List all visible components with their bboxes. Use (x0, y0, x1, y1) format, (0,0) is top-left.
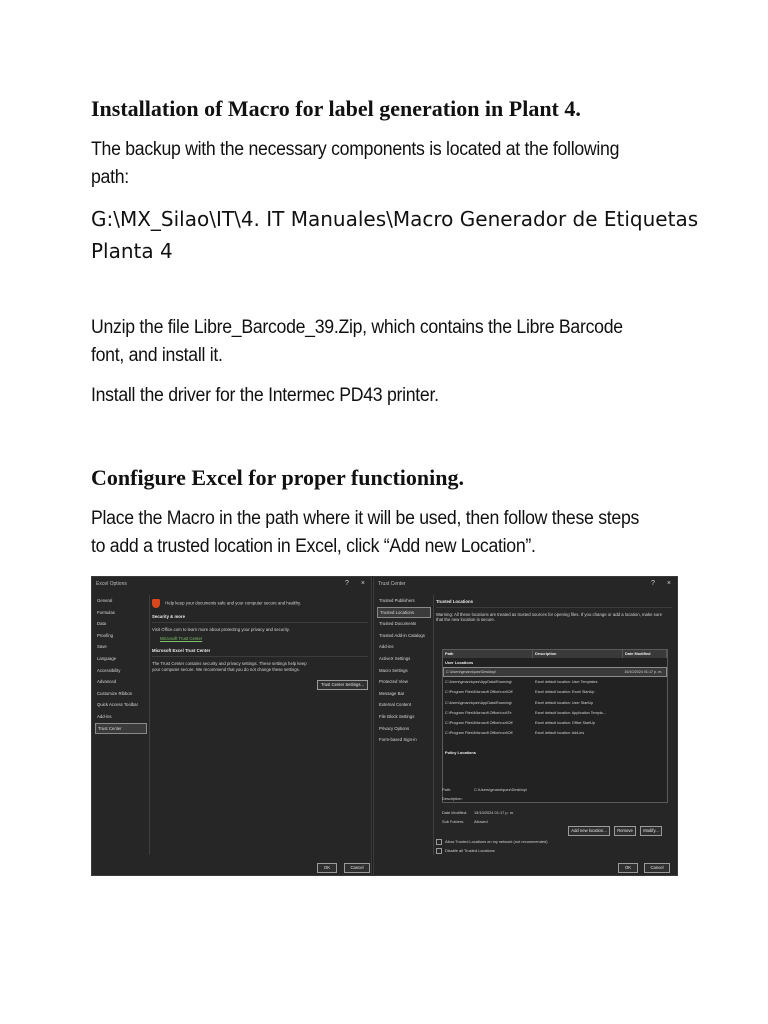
detail-path-label: Path: (442, 787, 452, 792)
nav-item-activex-settings[interactable]: ActiveX Settings (379, 655, 411, 661)
nav-item-file-block-settings[interactable]: File Block Settings (379, 713, 415, 719)
column-date-modified[interactable]: Date Modified (623, 650, 667, 658)
cell-date (623, 677, 667, 687)
nav-item-customize-ribbon[interactable]: Customize Ribbon (97, 690, 133, 696)
cell-path: C:\Users\gmanriquez\AppData\Roaming\ (445, 700, 512, 705)
allow-network-option[interactable] (436, 839, 548, 845)
nav-item-formulas[interactable]: Formulas (97, 609, 115, 615)
nav-item-advanced[interactable]: Advanced (97, 679, 117, 685)
cell-description: Excel default location: Excel StartUp (535, 690, 595, 695)
cell-path: C:\Program Files\Microsoft Office\root\Te (445, 710, 512, 715)
column-description[interactable]: Description (533, 650, 623, 658)
nav-item-language[interactable]: Language (97, 655, 117, 661)
nav-item-accessibility[interactable]: Accessibility (97, 667, 121, 673)
detail-date-label: Date Modified: (442, 810, 468, 815)
trusted-locations-title: Trusted Locations (436, 599, 474, 604)
detail-description-label: Description: (442, 796, 463, 801)
allow-network-checkbox[interactable] (436, 839, 442, 845)
user-locations-label: User Locations (445, 660, 474, 665)
nav-divider (149, 595, 150, 855)
nav-item-trusted-publishers[interactable]: Trusted Publishers (379, 598, 415, 603)
nav-item-macro-settings[interactable]: Macro Settings (379, 667, 408, 673)
trust-center-panel (152, 595, 368, 673)
shield-icon (152, 599, 160, 608)
table-rows (443, 667, 667, 738)
table-row[interactable] (443, 667, 667, 677)
add-new-location-button[interactable]: Add new location... (568, 826, 610, 836)
disable-all-checkbox[interactable] (436, 848, 442, 854)
trust-center-nav (377, 595, 431, 746)
excel-options-nav (95, 595, 147, 734)
nav-divider (433, 595, 434, 855)
microsoft-trust-center-link[interactable]: Microsoft Trust Center (160, 636, 203, 641)
nav-item-message-bar[interactable]: Message Bar (379, 690, 405, 696)
cell-path: C:\Users\gmanriquez\AppData\Roaming\ (445, 680, 512, 685)
cell-description: Excel default location: Add-ins (535, 731, 585, 736)
disable-all-label: Disable all Trusted Locations (445, 848, 495, 854)
policy-locations-label: Policy Locations (445, 750, 476, 756)
trust-center-titlebar (374, 577, 677, 591)
help-button[interactable]: ? (345, 580, 349, 587)
cell-path: C:\Program Files\Microsoft Office\root\Off (445, 690, 513, 695)
nav-item-add-ins[interactable]: Add-ins (97, 713, 112, 719)
nav-item-general[interactable]: General (97, 598, 113, 603)
close-icon[interactable]: × (666, 580, 671, 587)
cell-date (623, 728, 667, 738)
table-row[interactable] (443, 677, 667, 687)
heading-install-macro: Installation of Macro for label generation in Plant 4. (91, 96, 581, 121)
table-row[interactable] (443, 687, 667, 697)
remove-button[interactable]: Remove (614, 826, 636, 836)
paragraph-unzip-font: Unzip the file Libre_Barcode_39.Zip, which contains the Libre Barcode font, and install it. (91, 317, 623, 366)
heading-configure-excel: Configure Excel for proper functioning. (91, 465, 464, 490)
help-button[interactable]: ? (651, 580, 655, 587)
cell-date (623, 708, 667, 718)
table-row[interactable] (443, 728, 667, 738)
cell-date (623, 718, 667, 728)
nav-item-protected-view[interactable]: Protected View (379, 679, 408, 685)
paragraph-backup-path: The backup with the necessary components is located at the following path: (91, 139, 620, 188)
detail-subfolders-value: Allowed (474, 819, 488, 824)
tc-text: The Trust Center contains security and privacy settings. These settings help keep your computer secure. We recommend that you do not change these settings. (152, 661, 307, 672)
detail-path-value: C:\Users\gmanriquez\Desktop\ (474, 787, 527, 792)
nav-item-add-ins[interactable]: Add-ins (379, 644, 394, 650)
table-row[interactable] (443, 698, 667, 708)
nav-item-proofing[interactable]: Proofing (97, 632, 114, 638)
paragraph-install-driver: Install the driver for the Intermec PD43 printer. (91, 385, 439, 406)
cell-description: Excel default location: Office StartUp (535, 720, 595, 725)
paragraph-trusted-location: Place the Macro in the path where it will be used, then follow these steps to add a trusted location in Excel, click “Add new Location”. (91, 508, 640, 557)
cell-date: 15/10/2024 01:17 p. m. (624, 670, 663, 674)
trusted-locations-table (442, 649, 668, 803)
nav-item-external-content[interactable]: External Content (379, 702, 412, 708)
nav-item-form-based-sign-in[interactable]: Form-based Sign-in (379, 737, 417, 743)
nav-item-trust-center[interactable]: Trust Center (95, 723, 147, 735)
cell-description: Excel default location: User Templates (535, 680, 598, 685)
cell-description (533, 668, 622, 676)
tc-heading: Microsoft Excel Trust Center (152, 648, 211, 653)
nav-item-trusted-locations[interactable]: Trusted Locations (377, 607, 431, 619)
cell-path: C:\Program Files\Microsoft Office\root\Off (445, 731, 513, 736)
cell-description: Excel default location: User StartUp (535, 700, 594, 705)
nav-item-data[interactable]: Data (97, 621, 107, 627)
trust-center-dialog (373, 576, 678, 876)
detail-subfolders-label: Sub Folders: (442, 819, 465, 824)
cancel-button[interactable]: Cancel (644, 863, 670, 873)
table-row[interactable] (443, 708, 667, 718)
cell-date (623, 698, 667, 708)
security-heading: Security & more (152, 614, 185, 619)
column-path[interactable]: Path (443, 650, 533, 658)
trust-intro-text: Help keep your documents safe and your computer secure and healthy. (165, 600, 302, 606)
cell-path: C:\Users\gmanriquez\Desktop\ (446, 670, 497, 674)
allow-network-label: Allow Trusted Locations on my network (not recommended) (445, 839, 548, 845)
excel-options-title: Excel Options (96, 581, 127, 587)
cell-description: Excel default location: Application Templa... (535, 710, 606, 715)
table-header (443, 650, 667, 658)
table-row[interactable] (443, 718, 667, 728)
excel-options-dialog (91, 576, 372, 876)
trust-center-title: Trust Center (378, 581, 406, 587)
trust-center-settings-button[interactable]: Trust Center Settings... (317, 680, 368, 690)
ok-button[interactable]: OK (618, 863, 638, 873)
ok-button[interactable]: OK (317, 863, 337, 873)
trusted-locations-panel (436, 595, 672, 756)
excel-options-titlebar (92, 577, 371, 591)
trusted-warning-text: Warning: All these locations are treated as trusted sources for opening files. If you change or add a location, make sure that the new location is secure. (436, 612, 663, 622)
close-icon[interactable]: × (360, 580, 365, 587)
nav-item-save[interactable]: Save (97, 644, 107, 650)
cell-path: C:\Program Files\Microsoft Office\root\Off (445, 720, 513, 725)
security-text: Visit Office.com to learn more about protecting your privacy and security. (152, 627, 290, 632)
modify-button[interactable]: Modify... (640, 826, 662, 836)
excel-trust-center-screenshot (91, 576, 678, 876)
disable-all-option[interactable] (436, 848, 495, 854)
detail-date-value: 15/10/2024 01:17 p. m. (474, 810, 515, 815)
backup-path-text: G:\MX_Silao\IT\4. IT Manuales\Macro Generador de Etiquetas Planta 4 (91, 207, 699, 263)
cancel-button[interactable]: Cancel (344, 863, 370, 873)
nav-item-trusted-documents[interactable]: Trusted Documents (379, 621, 417, 627)
nav-item-quick-access-toolbar[interactable]: Quick Access Toolbar (97, 702, 138, 708)
cell-date (623, 687, 667, 697)
nav-item-privacy-options[interactable]: Privacy Options (379, 725, 410, 731)
nav-item-trusted-add-in-catalogs[interactable]: Trusted Add-in Catalogs (379, 632, 425, 638)
